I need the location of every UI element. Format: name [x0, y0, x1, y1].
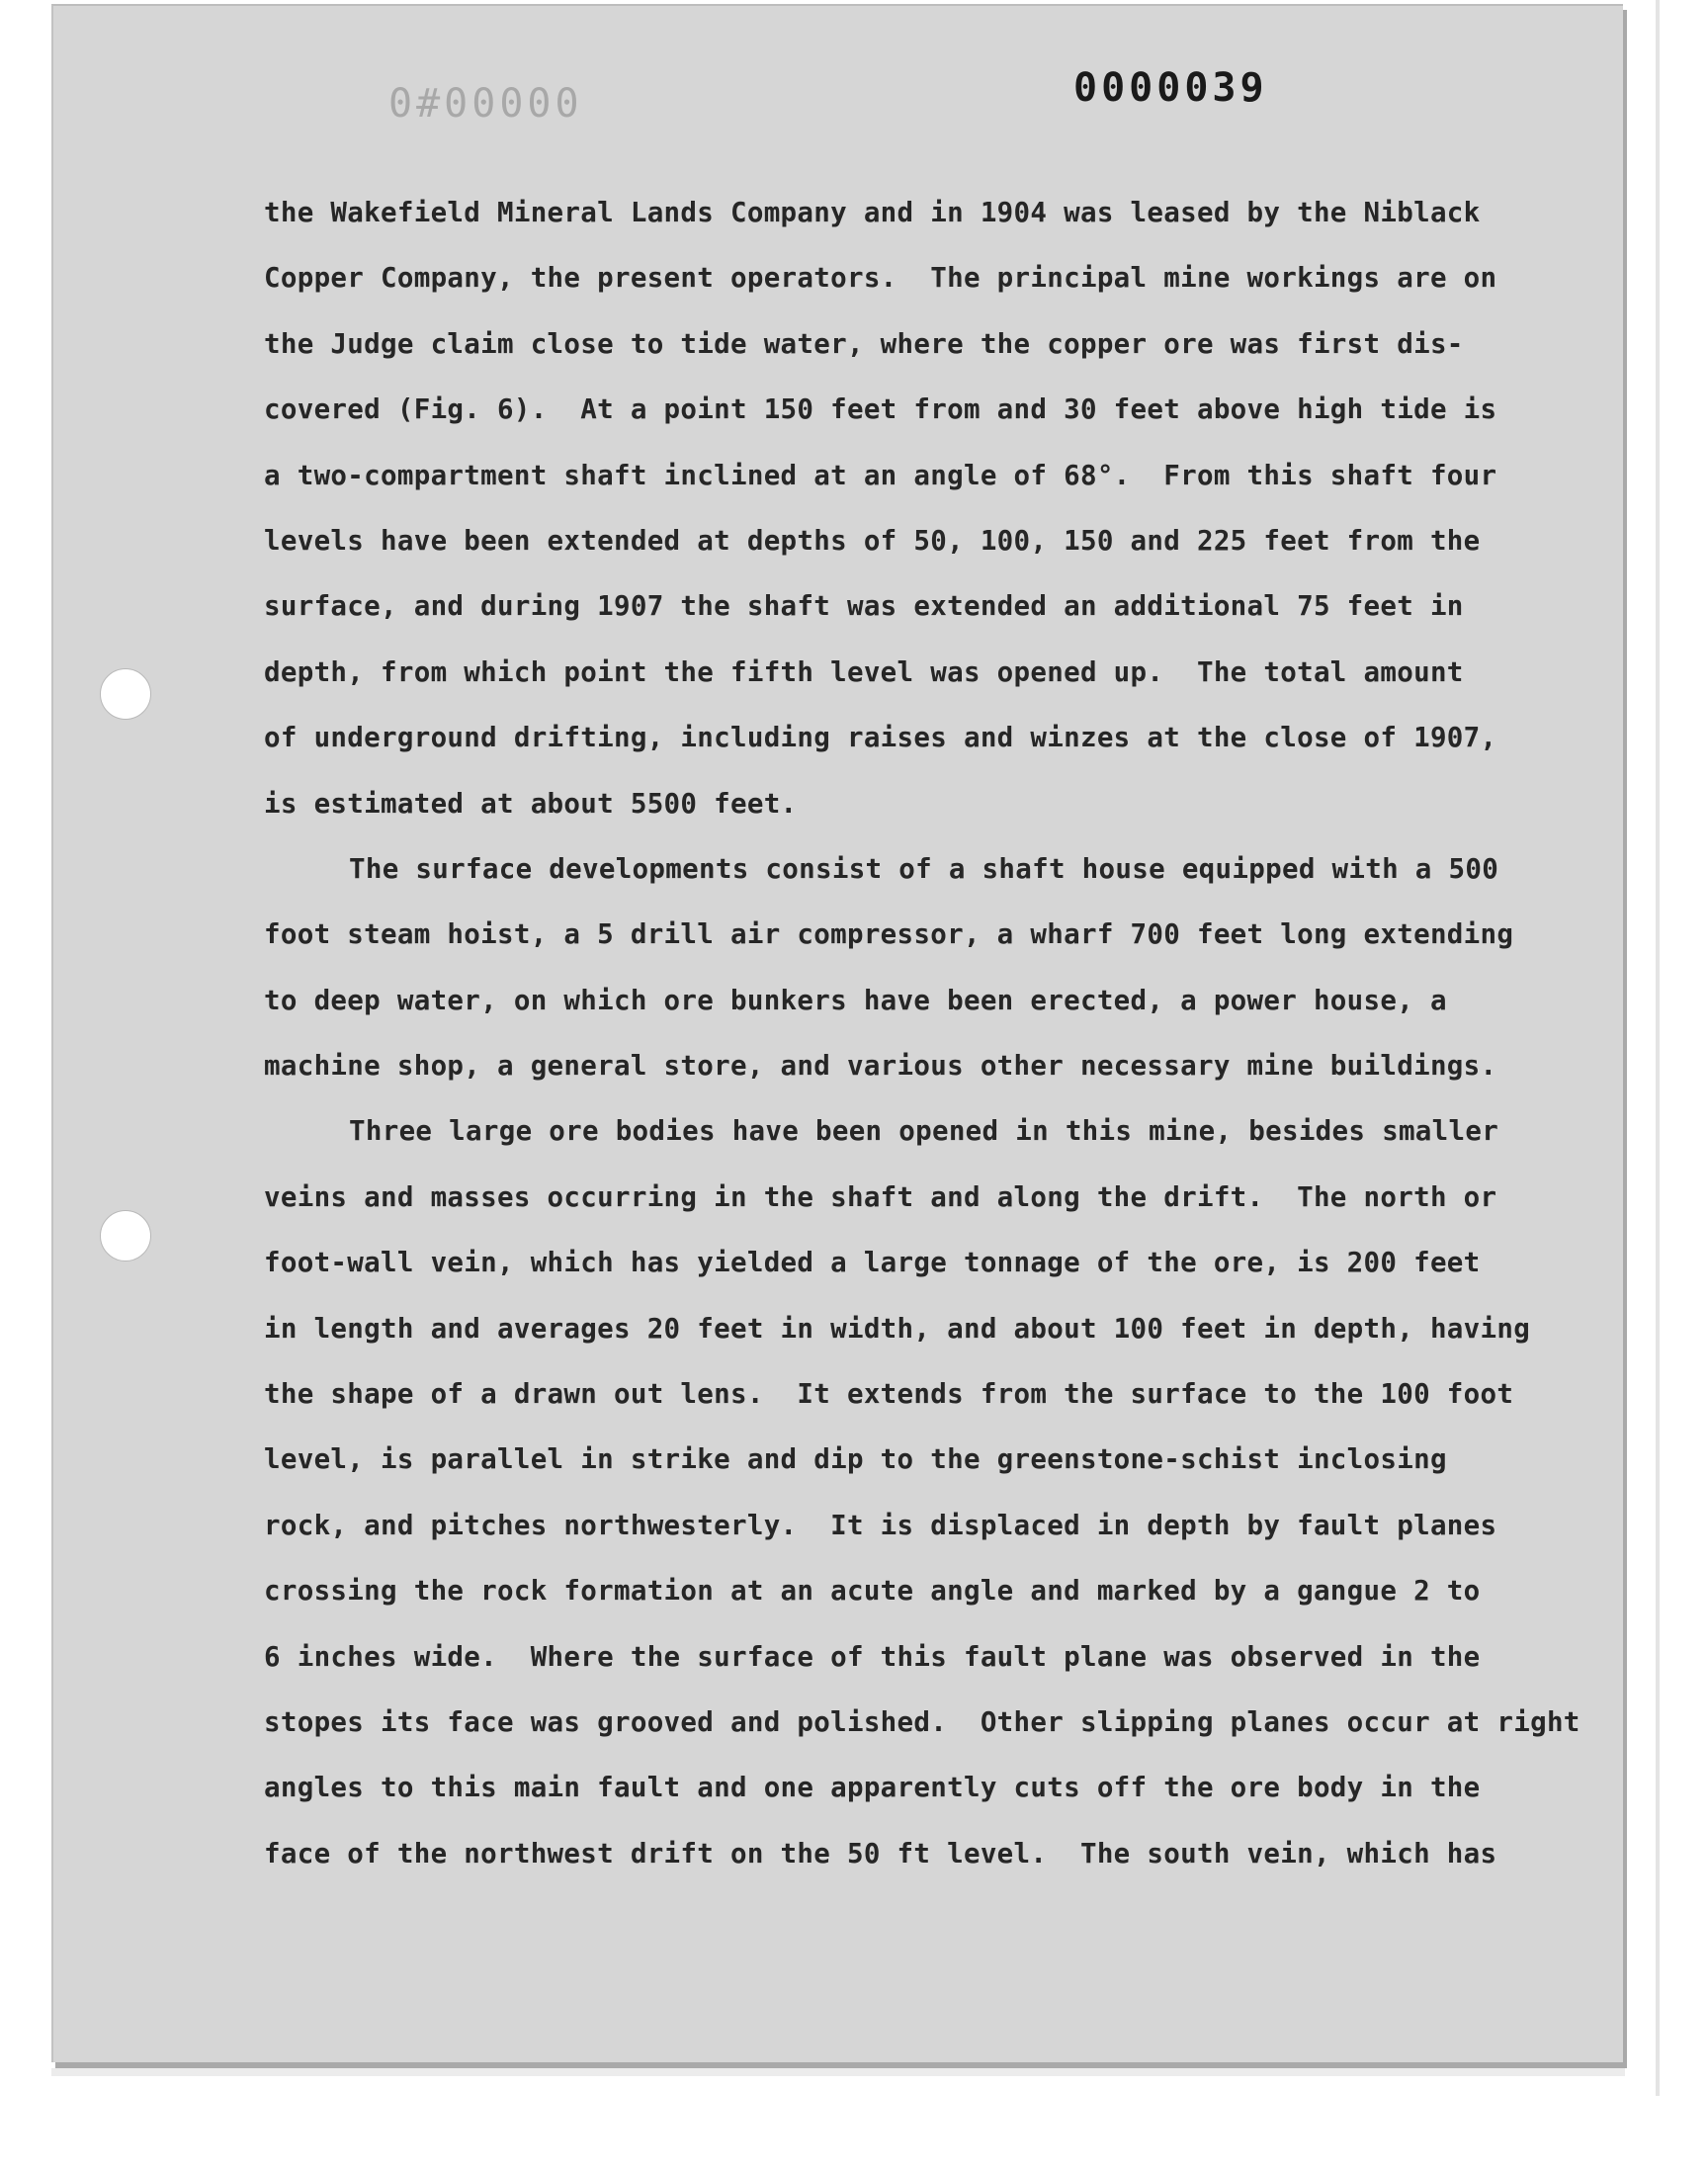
text-line: depth, from which point the fifth level was opened up. The total amount	[264, 655, 1464, 688]
text-line: the Judge claim close to tide water, where the copper ore was first dis-	[264, 327, 1464, 360]
text-line: angles to this main fault and one apparently cuts off the ore body in the	[264, 1772, 1481, 1804]
text-line: surface, and during 1907 the shaft was extended an additional 75 feet in	[264, 590, 1464, 623]
page-edge	[1656, 0, 1660, 2096]
text-line: crossing the rock formation at an acute angle and marked by a gangue 2 to	[264, 1575, 1481, 1608]
text-line: covered (Fig. 6). At a point 150 feet from and 30 feet above high tide is	[264, 393, 1497, 426]
text-line: to deep water, on which ore bunkers have been erected, a power house, a	[264, 984, 1447, 1016]
text-line: levels have been extended at depths of 50, 100, 150 and 225 feet from the	[264, 524, 1481, 557]
text-line: foot-wall vein, which has yielded a large tonnage of the ore, is 200 feet	[264, 1247, 1481, 1279]
page-bottom-edge	[51, 2068, 1625, 2076]
paragraph-start-line: Three large ore bodies have been opened in this mine, besides smaller	[349, 1115, 1499, 1148]
text-line: in length and averages 20 feet in width, and about 100 feet in depth, having	[264, 1312, 1531, 1345]
text-line: the Wakefield Mineral Lands Company and in 1904 was leased by the Niblack	[264, 197, 1481, 228]
punch-hole-bottom	[100, 1210, 151, 1262]
text-line: Copper Company, the present operators. The principal mine workings are on	[264, 262, 1497, 295]
text-line: of underground drifting, including raises and winzes at the close of 1907,	[264, 722, 1497, 754]
page-stamp-number: 0000039	[1073, 65, 1268, 111]
text-line: is estimated at about 5500 feet.	[264, 787, 798, 820]
faint-stamp-number: 0#00000	[388, 81, 583, 127]
text-line: face of the northwest drift on the 50 ft level. The south vein, which has	[264, 1837, 1497, 1870]
text-line: level, is parallel in strike and dip to the greenstone-schist inclosing	[264, 1443, 1447, 1476]
text-line: a two-compartment shaft inclined at an angle of 68°. From this shaft four	[264, 459, 1497, 491]
text-line: machine shop, a general store, and various other necessary mine buildings.	[264, 1050, 1497, 1083]
punch-hole-top	[100, 668, 151, 720]
text-line: foot steam hoist, a 5 drill air compressor, a wharf 700 feet long extending	[264, 918, 1514, 951]
text-line: the shape of a drawn out lens. It extends from the surface to the 100 foot	[264, 1378, 1514, 1411]
document-body	[264, 192, 1579, 1898]
text-line: 6 inches wide. Where the surface of this fault plane was observed in the	[264, 1640, 1481, 1673]
text-line: stopes its face was grooved and polished. Other slipping planes occur at right	[264, 1705, 1580, 1738]
text-line: veins and masses occurring in the shaft and along the drift. The north or	[264, 1180, 1497, 1213]
paragraph-start-line: The surface developments consist of a shaft house equipped with a 500	[349, 852, 1499, 885]
text-line: rock, and pitches northwesterly. It is displaced in depth by fault planes	[264, 1509, 1497, 1541]
